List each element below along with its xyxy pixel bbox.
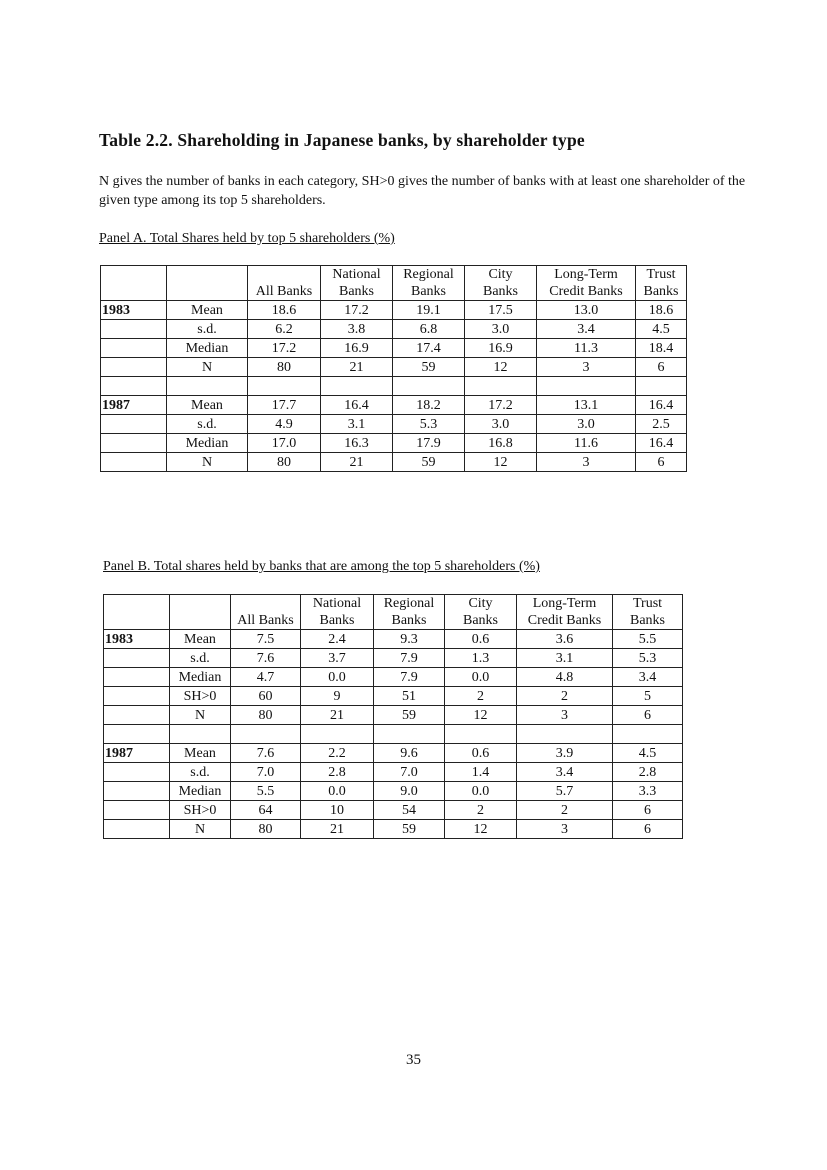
column-header-line1: All Banks xyxy=(255,284,313,299)
value-cell: 16.9 xyxy=(465,339,537,358)
column-header xyxy=(517,595,613,630)
column-header xyxy=(231,595,301,630)
stat-label: SH>0 xyxy=(170,801,231,820)
value-cell: 19.1 xyxy=(393,301,465,320)
year-cell: 1983 xyxy=(104,630,170,649)
value-cell: 3.6 xyxy=(517,630,613,649)
value-cell: 21 xyxy=(321,358,393,377)
value-cell: 3.4 xyxy=(613,668,683,687)
value-cell: 3.3 xyxy=(613,782,683,801)
panel-a-caption: Panel A. Total Shares held by top 5 shareholders (%) xyxy=(99,231,395,246)
value-cell: 4.7 xyxy=(231,668,301,687)
table-row xyxy=(104,668,683,687)
value-cell: 7.5 xyxy=(231,630,301,649)
intro-paragraph: N gives the number of banks in each category, SH>0 gives the number of banks with at least one shareholder of the given type among its top 5 shareholders. xyxy=(99,174,746,208)
stat-label: Median xyxy=(167,339,248,358)
value-cell: 10 xyxy=(301,801,374,820)
value-cell: 3.4 xyxy=(517,763,613,782)
column-header-line2: Banks xyxy=(411,284,446,299)
column-header-line2: Banks xyxy=(319,613,355,628)
header-row xyxy=(101,266,687,301)
year-cell xyxy=(104,706,170,725)
value-cell: 13.0 xyxy=(537,301,636,320)
value-cell: 6 xyxy=(613,801,683,820)
value-cell: 21 xyxy=(301,706,374,725)
value-cell: 16.4 xyxy=(636,434,687,453)
page-number: 35 xyxy=(406,1052,421,1068)
spacer-cell xyxy=(167,377,248,396)
column-header xyxy=(445,595,517,630)
header-blank xyxy=(104,595,170,630)
year-cell xyxy=(104,782,170,801)
value-cell: 5.3 xyxy=(393,415,465,434)
value-cell: 16.4 xyxy=(321,396,393,415)
value-cell: 12 xyxy=(445,706,517,725)
value-cell: 4.8 xyxy=(517,668,613,687)
value-cell: 80 xyxy=(248,358,321,377)
year-cell xyxy=(104,763,170,782)
column-header-line2: Banks xyxy=(643,284,679,299)
value-cell: 16.3 xyxy=(321,434,393,453)
table-row xyxy=(104,744,683,763)
value-cell: 3.0 xyxy=(537,415,636,434)
value-cell: 3.9 xyxy=(517,744,613,763)
value-cell: 80 xyxy=(248,453,321,472)
value-cell: 18.4 xyxy=(636,339,687,358)
value-cell: 11.3 xyxy=(537,339,636,358)
value-cell: 80 xyxy=(231,706,301,725)
header-row xyxy=(104,595,683,630)
column-header-line2: Banks xyxy=(339,284,374,299)
stat-label: s.d. xyxy=(170,763,231,782)
stat-label: Median xyxy=(170,782,231,801)
column-header-line1: Long-Term xyxy=(532,596,597,611)
value-cell: 18.2 xyxy=(393,396,465,415)
column-header xyxy=(636,266,687,301)
table-row xyxy=(104,820,683,839)
value-cell: 2.2 xyxy=(301,744,374,763)
value-cell: 6.2 xyxy=(248,320,321,339)
value-cell: 17.0 xyxy=(248,434,321,453)
value-cell: 60 xyxy=(231,687,301,706)
table-row xyxy=(101,301,687,320)
value-cell: 4.9 xyxy=(248,415,321,434)
column-header-line1: National xyxy=(312,596,362,611)
table-row xyxy=(104,801,683,820)
year-cell xyxy=(104,801,170,820)
value-cell: 11.6 xyxy=(537,434,636,453)
value-cell: 2 xyxy=(517,801,613,820)
stat-label: Mean xyxy=(167,301,248,320)
stat-label: Mean xyxy=(167,396,248,415)
value-cell: 3 xyxy=(537,358,636,377)
column-header-line1: Regional xyxy=(403,267,454,282)
stat-label: N xyxy=(167,358,248,377)
spacer-cell xyxy=(517,725,613,744)
column-header-line1: City xyxy=(488,267,513,282)
table-row xyxy=(104,763,683,782)
stat-label: N xyxy=(170,820,231,839)
year-cell: 1983 xyxy=(101,301,167,320)
year-cell xyxy=(101,434,167,453)
spacer-cell xyxy=(321,377,393,396)
value-cell: 7.6 xyxy=(231,744,301,763)
header-blank xyxy=(170,595,231,630)
value-cell: 12 xyxy=(465,453,537,472)
stat-label: s.d. xyxy=(170,649,231,668)
value-cell: 7.0 xyxy=(231,763,301,782)
table-row xyxy=(101,320,687,339)
table-title: Table 2.2. Shareholding in Japanese banks, by shareholder type xyxy=(99,130,585,150)
value-cell: 6 xyxy=(636,453,687,472)
value-cell: 6.8 xyxy=(393,320,465,339)
table-row xyxy=(101,358,687,377)
value-cell: 64 xyxy=(231,801,301,820)
value-cell: 4.5 xyxy=(636,320,687,339)
spacer-cell xyxy=(301,725,374,744)
year-cell xyxy=(101,358,167,377)
table-row xyxy=(104,706,683,725)
value-cell: 17.5 xyxy=(465,301,537,320)
stat-label: SH>0 xyxy=(170,687,231,706)
value-cell: 80 xyxy=(231,820,301,839)
year-cell xyxy=(104,668,170,687)
year-cell xyxy=(104,687,170,706)
stat-label: N xyxy=(170,706,231,725)
column-header-line2: Credit Banks xyxy=(549,284,623,299)
value-cell: 16.9 xyxy=(321,339,393,358)
table-row xyxy=(104,687,683,706)
panel-b-table xyxy=(103,594,683,839)
table-row xyxy=(101,339,687,358)
value-cell: 3.8 xyxy=(321,320,393,339)
column-header xyxy=(374,595,445,630)
value-cell: 9.3 xyxy=(374,630,445,649)
value-cell: 6 xyxy=(636,358,687,377)
stat-label: s.d. xyxy=(167,415,248,434)
column-header-line1: Trust xyxy=(632,596,663,611)
value-cell: 5.7 xyxy=(517,782,613,801)
year-cell xyxy=(104,820,170,839)
value-cell: 3.7 xyxy=(301,649,374,668)
value-cell: 17.2 xyxy=(321,301,393,320)
column-header-line1: City xyxy=(468,596,493,611)
table-row xyxy=(101,415,687,434)
value-cell: 2.5 xyxy=(636,415,687,434)
value-cell: 21 xyxy=(301,820,374,839)
value-cell: 18.6 xyxy=(248,301,321,320)
value-cell: 7.9 xyxy=(374,649,445,668)
year-cell: 1987 xyxy=(104,744,170,763)
value-cell: 3 xyxy=(517,820,613,839)
column-header-line1: Long-Term xyxy=(554,267,618,282)
value-cell: 3.1 xyxy=(517,649,613,668)
year-cell xyxy=(104,649,170,668)
year-cell: 1987 xyxy=(101,396,167,415)
spacer-cell xyxy=(537,377,636,396)
value-cell: 2 xyxy=(445,687,517,706)
column-header-line2: Banks xyxy=(391,613,427,628)
value-cell: 16.8 xyxy=(465,434,537,453)
spacer-cell xyxy=(104,725,170,744)
table-row xyxy=(104,630,683,649)
header-blank xyxy=(101,266,167,301)
column-header-line1: National xyxy=(332,267,381,282)
value-cell: 59 xyxy=(374,820,445,839)
value-cell: 59 xyxy=(393,453,465,472)
value-cell: 2.8 xyxy=(613,763,683,782)
column-header-line2: Banks xyxy=(630,613,665,628)
value-cell: 21 xyxy=(321,453,393,472)
column-header xyxy=(301,595,374,630)
spacer-cell xyxy=(231,725,301,744)
value-cell: 17.7 xyxy=(248,396,321,415)
value-cell: 17.2 xyxy=(248,339,321,358)
column-header-line1: All Banks xyxy=(237,613,294,628)
value-cell: 59 xyxy=(374,706,445,725)
spacer-cell xyxy=(248,377,321,396)
spacer-cell xyxy=(445,725,517,744)
spacer-cell xyxy=(101,377,167,396)
table-row xyxy=(104,782,683,801)
table-row xyxy=(101,434,687,453)
spacer-cell xyxy=(170,725,231,744)
stat-label: Mean xyxy=(170,744,231,763)
value-cell: 9 xyxy=(301,687,374,706)
value-cell: 0.0 xyxy=(445,782,517,801)
stat-label: N xyxy=(167,453,248,472)
value-cell: 12 xyxy=(445,820,517,839)
year-cell xyxy=(101,320,167,339)
value-cell: 0.6 xyxy=(445,744,517,763)
value-cell: 0.0 xyxy=(301,782,374,801)
value-cell: 0.0 xyxy=(301,668,374,687)
value-cell: 3.4 xyxy=(537,320,636,339)
year-cell xyxy=(101,453,167,472)
value-cell: 16.4 xyxy=(636,396,687,415)
value-cell: 18.6 xyxy=(636,301,687,320)
value-cell: 3.0 xyxy=(465,320,537,339)
value-cell: 17.2 xyxy=(465,396,537,415)
value-cell: 2.8 xyxy=(301,763,374,782)
value-cell: 3.1 xyxy=(321,415,393,434)
value-cell: 3 xyxy=(537,453,636,472)
value-cell: 1.4 xyxy=(445,763,517,782)
column-header-line2: Banks xyxy=(463,613,498,628)
spacer-cell xyxy=(613,725,683,744)
value-cell: 2 xyxy=(517,687,613,706)
value-cell: 9.6 xyxy=(374,744,445,763)
value-cell: 0.0 xyxy=(445,668,517,687)
value-cell: 13.1 xyxy=(537,396,636,415)
stat-label: Median xyxy=(170,668,231,687)
table-row xyxy=(101,396,687,415)
panel-b-caption: Panel B. Total shares held by banks that are among the top 5 shareholders (%) xyxy=(103,559,540,574)
value-cell: 5.5 xyxy=(231,782,301,801)
table-row xyxy=(101,453,687,472)
value-cell: 7.6 xyxy=(231,649,301,668)
column-header xyxy=(248,266,321,301)
stat-label: Mean xyxy=(170,630,231,649)
column-header-line2: Credit Banks xyxy=(527,613,602,628)
value-cell: 4.5 xyxy=(613,744,683,763)
spacer-cell xyxy=(393,377,465,396)
value-cell: 3.0 xyxy=(465,415,537,434)
value-cell: 3 xyxy=(517,706,613,725)
value-cell: 7.0 xyxy=(374,763,445,782)
spacer-cell xyxy=(636,377,687,396)
spacer-row xyxy=(101,377,687,396)
year-cell xyxy=(101,339,167,358)
year-cell xyxy=(101,415,167,434)
value-cell: 12 xyxy=(465,358,537,377)
value-cell: 2.4 xyxy=(301,630,374,649)
value-cell: 6 xyxy=(613,820,683,839)
value-cell: 54 xyxy=(374,801,445,820)
panel-a-table xyxy=(100,265,687,472)
value-cell: 6 xyxy=(613,706,683,725)
spacer-row xyxy=(104,725,683,744)
column-header xyxy=(465,266,537,301)
value-cell: 5 xyxy=(613,687,683,706)
column-header xyxy=(393,266,465,301)
value-cell: 59 xyxy=(393,358,465,377)
value-cell: 17.4 xyxy=(393,339,465,358)
spacer-cell xyxy=(465,377,537,396)
value-cell: 5.3 xyxy=(613,649,683,668)
value-cell: 51 xyxy=(374,687,445,706)
value-cell: 0.6 xyxy=(445,630,517,649)
column-header xyxy=(321,266,393,301)
column-header-line2: Banks xyxy=(483,284,518,299)
value-cell: 2 xyxy=(445,801,517,820)
value-cell: 17.9 xyxy=(393,434,465,453)
column-header xyxy=(537,266,636,301)
value-cell: 5.5 xyxy=(613,630,683,649)
table-row xyxy=(104,649,683,668)
spacer-cell xyxy=(374,725,445,744)
stat-label: Median xyxy=(167,434,248,453)
value-cell: 9.0 xyxy=(374,782,445,801)
value-cell: 7.9 xyxy=(374,668,445,687)
column-header-line1: Trust xyxy=(646,267,676,282)
value-cell: 1.3 xyxy=(445,649,517,668)
column-header xyxy=(613,595,683,630)
column-header-line1: Regional xyxy=(383,596,435,611)
stat-label: s.d. xyxy=(167,320,248,339)
header-blank xyxy=(167,266,248,301)
